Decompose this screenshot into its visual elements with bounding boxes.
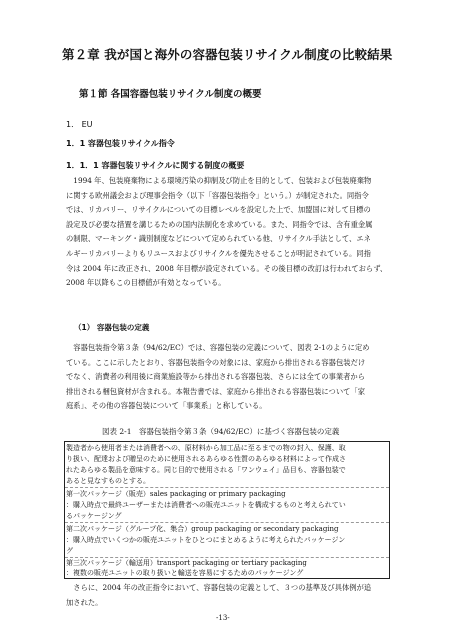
paragraph-line: 1994 年、包装廃棄物による環境汚染の抑制及び防止を目的として、包装および包装廃棄物 — [66, 176, 372, 185]
definition-line: ：複数の販売ユニットの取り扱いと輸送を容易にするためのパッケージング — [66, 569, 304, 577]
heading-system-overview: 1．1．1 容器包装リサイクルに関する制度の概要 — [66, 161, 245, 170]
definition-line: 第一次パッケージ（販売）sales packaging or primary packaging — [66, 490, 286, 498]
paragraph-line: 設定及び必要な措置を講じるための国内法制化を求めている。また、同指令では、含有重金属 — [66, 219, 373, 229]
page-number: -13- — [216, 614, 230, 622]
paragraph-line: では、リカバリー、リサイクルについての目標レベルを設定した上で、加盟国に対して目標の — [66, 205, 371, 215]
paragraph-line: 容器包装指令第３条（94/62/EC）では、容器包装の定義について、図表 2-1のように定め — [66, 343, 370, 352]
paragraph-line: に関する欧州議会および理事会指令（以下「容器包装指令」という。）が制定された。同指令 — [66, 190, 369, 200]
box-divider — [65, 487, 389, 488]
paragraph-line: さらに、2004 年の改正指令において、容器包装の定義として、３つの基準及び具体例が追 — [66, 583, 372, 592]
paragraph-revision — [66, 581, 394, 610]
paragraph-directive-overview — [66, 174, 394, 291]
paragraph-definition — [66, 341, 394, 414]
heading-packaging-directive: 1．1 容器包装リサイクル指令 — [66, 139, 175, 148]
paragraph-line: ルギーリカバリーよりもリユースおよびリサイクルを優先させることが明記されている。同指 — [66, 248, 371, 258]
paragraph-line: 排出される梱包資材が含まれる。本報告書では、家庭から排出される容器包装について「家 — [66, 386, 366, 396]
paragraph-line: 2008 年以降もこの目標値が有効となっている。 — [66, 278, 226, 288]
definition-line: 第二次パッケージ（グループ化、集合）group packaging or secondary packaging — [66, 525, 339, 533]
heading-packaging-definition: （1） 容器包装の定義 — [74, 323, 150, 332]
paragraph-line: 加された。 — [66, 597, 103, 607]
definition-line: 第三次パッケージ（輸送用）transport packaging or tertiary packaging — [66, 559, 307, 567]
definition-line: れたあらゆる製品を意味する。同じ目的で使用される「ワンウェイ」品目も、容器包装で — [66, 466, 346, 474]
paragraph-line: 令は 2004 年に改正され、2008 年目標が設定されている。その後目標の改訂は行われておらず、 — [66, 263, 388, 273]
figure-caption: 図表 2-1 容器包装指令第３条（94/62/EC）に基づく容器包装の定義 — [102, 427, 340, 436]
definition-line: り扱い、配達および贈呈のために使用されるあらゆる性質のあらゆる材料によって作成さ — [66, 455, 346, 463]
definition-line: グ — [66, 547, 73, 555]
paragraph-line: 庭系」、その他の容器包装について「事業系」と称している。 — [66, 401, 267, 411]
chapter-title: 第２章 我が国と海外の容器包装リサイクル制度の比較結果 — [62, 47, 393, 62]
paragraph-line: の制限、マーキング・識別制度などについて定められている他、リサイクル手法として、エネ — [66, 234, 371, 244]
definition-box — [64, 441, 390, 579]
paragraph-line: ている。ここに示したとおり、容器包装指令の対象には、家庭から排出される容器包装だけ — [66, 357, 366, 367]
definition-line: ：購入時点で最終ユーザーまたは消費者への販売ユニットを構成するものと考えられてい — [66, 501, 346, 509]
definition-line: 製造者から使用者または消費者への、原材料から加工品に至るまでの物の封入、保護、取 — [66, 444, 346, 452]
heading-eu: 1． EU — [66, 120, 93, 129]
definition-line: るパッケージング — [66, 512, 122, 520]
definition-line: あると見なすものとする。 — [66, 477, 150, 485]
definition-line: ：購入時点でいくつかの販売ユニットをひとつにまとめるように考えられたパッケージン — [66, 536, 346, 544]
paragraph-line: でなく、消費者の利用後に商業施設等から排出される容器包装、さらには全ての事業者から — [66, 372, 366, 382]
box-divider — [65, 522, 389, 523]
section-title: 第１節 各国容器包装リサイクル制度の概要 — [79, 89, 262, 100]
